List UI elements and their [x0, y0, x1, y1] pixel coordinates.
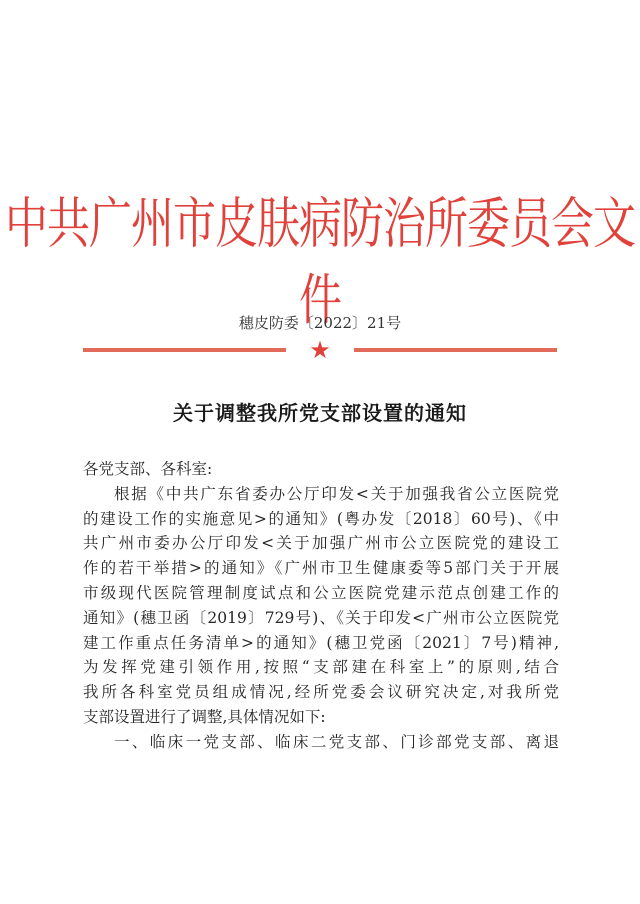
document-header-title: 中共广州市皮肤病防治所委员会文件 — [5, 192, 635, 334]
body-line: 为发挥党建引领作用,按照“支部建在科室上”的原则,结合 — [83, 658, 559, 677]
salutation: 各党支部、各科室: — [83, 460, 213, 478]
body-line: 根据《中共广东省委办公厅印发<关于加强我省公立医院党 — [114, 484, 559, 503]
divider-line-right — [354, 348, 557, 352]
body-line: 支部设置进行了调整,具体情况如下: — [83, 707, 326, 726]
notice-title: 关于调整我所党支部设置的通知 — [173, 401, 467, 425]
body-line: 我所各科室党员组成情况,经所党委会议研究决定,对我所党 — [83, 683, 559, 702]
document-number: 穗皮防委〔2022〕21号 — [238, 314, 402, 332]
red-divider — [83, 336, 557, 364]
body-line: 建工作重点任务清单>的通知》(穗卫党函〔2021〕7号)精神, — [83, 633, 559, 652]
body-line: 的建设工作的实施意见>的通知》(粤办发〔2018〕60号)、《中 — [83, 509, 559, 528]
divider-line-left — [83, 348, 286, 352]
body-line: 共广州市委办公厅印发<关于加强广州市公立医院党的建设工 — [83, 534, 559, 553]
body-line: 市级现代医院管理制度试点和公立医院党建示范点创建工作的 — [83, 583, 559, 602]
body-line: 通知》(穗卫函〔2019〕729号)、《关于印发<广州市公立医院党 — [83, 608, 559, 627]
star-icon: ★ — [309, 336, 331, 364]
section-one-line: 一、临床一党支部、临床二党支部、门诊部党支部、离退 — [114, 732, 559, 751]
body-text — [83, 457, 559, 755]
body-line: 作的若干举措>的通知》《广州市卫生健康委等5部门关于开展 — [83, 559, 559, 578]
